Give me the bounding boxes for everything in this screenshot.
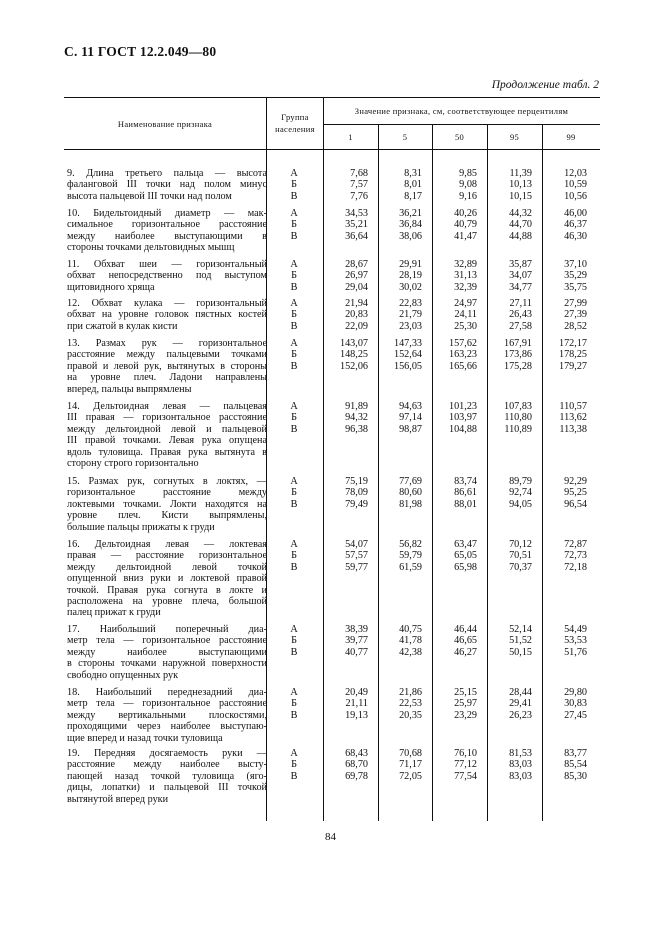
value-cell: 8,17	[404, 190, 422, 202]
group-label: А	[290, 338, 298, 349]
feature-name-line: 17. Наибольший поперечный диа-	[67, 624, 267, 635]
feature-name-line: расположена на уровне плеча, большой	[67, 596, 267, 608]
value-cell: 34,77	[509, 281, 532, 293]
value-cell: 44,88	[509, 230, 532, 242]
value-cell: 26,43	[509, 309, 532, 321]
value-cell: 86,61	[454, 487, 477, 499]
feature-name-line: 10. Бидельтоидный диаметр — мак-	[67, 208, 267, 219]
feature-name-line: метр тела — горизонтальное расстояние	[67, 635, 267, 647]
value-cell: 10,59	[564, 179, 587, 191]
value-cell: 21,11	[345, 698, 368, 710]
value-cell: 7,68	[350, 168, 368, 179]
value-cell: 83,03	[509, 770, 532, 782]
value-cell: 77,54	[454, 770, 477, 782]
value-cell: 72,18	[564, 561, 587, 573]
feature-name-line: пающей назад точкой туловища (яго-	[67, 770, 267, 782]
value-cell: 27,58	[509, 320, 532, 332]
table-subheader-rule	[323, 124, 600, 125]
value-cell: 31,13	[454, 270, 477, 282]
group-label: А	[290, 259, 298, 270]
feature-name-line: фаланговой III точки над полом минус	[67, 179, 267, 191]
value-cell: 104,88	[448, 423, 477, 435]
feature-name-line: 12. Обхват кулака — горизонтальный	[67, 298, 267, 309]
value-cell: 54,49	[564, 624, 587, 635]
value-cell: 70,37	[509, 561, 532, 573]
value-cell: 42,38	[399, 646, 422, 658]
value-cell: 81,53	[509, 748, 532, 759]
value-cell: 80,60	[399, 487, 422, 499]
feature-name-line: обхват на уровне головок пястных костей	[67, 309, 267, 321]
group-label: А	[290, 539, 298, 550]
group-label: В	[290, 498, 298, 510]
table-header-bottom-rule	[64, 149, 600, 150]
feature-name-line: правой и левой рук, вытянутых в стороны	[67, 360, 267, 372]
value-cell: 63,47	[454, 539, 477, 550]
col-divider-values	[323, 97, 324, 821]
value-cell: 110,80	[504, 412, 532, 424]
value-cell: 94,63	[399, 401, 422, 412]
value-cell: 77,69	[399, 476, 422, 487]
value-cell: 23,03	[399, 320, 422, 332]
feature-name-line: расстояние между пальцевыми точками	[67, 349, 267, 361]
value-cell: 35,87	[509, 259, 532, 270]
value-cell: 36,84	[399, 219, 422, 231]
feature-name-line: свободно опущенных рук	[67, 669, 179, 681]
group-label: А	[290, 401, 298, 412]
value-cell: 103,97	[448, 412, 477, 424]
feature-name-line: III правая — горизонтальное расстояние	[67, 412, 267, 424]
value-cell: 85,54	[564, 759, 587, 771]
group-label: В	[290, 360, 298, 372]
value-cell: 61,59	[399, 561, 422, 573]
value-cell: 157,62	[448, 338, 477, 349]
group-label: А	[290, 298, 298, 309]
value-cell: 39,77	[345, 635, 368, 647]
value-cell: 92,29	[564, 476, 587, 487]
feature-name-line: расстояние между наиболее высту-	[67, 759, 267, 771]
feature-name-line: на уровне плеч. Ладони направлены	[67, 372, 267, 384]
value-cell: 19,13	[345, 709, 368, 721]
value-cell: 50,15	[509, 646, 532, 658]
value-cell: 7,57	[350, 179, 368, 191]
value-cell: 10,13	[509, 179, 532, 191]
feature-name-line: палец прижат к груди	[67, 607, 161, 619]
value-cell: 95,25	[564, 487, 587, 499]
value-cell: 143,07	[339, 338, 368, 349]
feature-name-line: 18. Наибольший переднезадний диа-	[67, 687, 267, 698]
col-header-group: Группа населения	[275, 112, 315, 134]
value-cell: 65,05	[454, 550, 477, 562]
value-cell: 79,49	[345, 498, 368, 510]
group-label: Б	[291, 179, 297, 191]
value-cell: 71,17	[399, 759, 422, 771]
group-label: В	[290, 281, 298, 293]
value-cell: 29,80	[564, 687, 587, 698]
feature-name-line: стороны точками дельтовидных мышц	[67, 242, 235, 254]
value-cell: 28,19	[399, 270, 422, 282]
feature-name-line: правая — расстояние горизонтальное	[67, 550, 267, 562]
value-cell: 89,79	[509, 476, 532, 487]
feature-name-line: точкой. Правая рука согнута в локте и	[67, 584, 267, 596]
value-cell: 27,39	[564, 309, 587, 321]
group-label: В	[290, 230, 298, 242]
feature-name-line: симальное горизонтальное расстояние	[67, 219, 267, 231]
feature-name-line: III правой точками. Левая рука опущена	[67, 435, 267, 447]
value-cell: 113,38	[559, 423, 587, 435]
feature-name-line: локтевыми точками. Локти находятся на	[67, 498, 267, 510]
feature-name-line: между наиболее выступающими в	[67, 230, 267, 242]
value-cell: 25,97	[454, 698, 477, 710]
feature-name	[67, 748, 267, 805]
value-cell: 25,30	[454, 320, 477, 332]
col-header-p5: 5	[402, 132, 408, 142]
value-cell: 46,37	[564, 219, 587, 231]
value-cell: 178,25	[558, 349, 587, 361]
value-cell: 97,14	[399, 412, 422, 424]
value-cell: 32,89	[454, 259, 477, 270]
value-cell: 21,94	[345, 298, 368, 309]
value-cell: 165,66	[448, 360, 477, 372]
value-cell: 163,23	[448, 349, 477, 361]
feature-name-line: 15. Размах рук, согнутых в локтях, —	[67, 476, 267, 487]
feature-name-line: в стороны точками наружной поверхности	[67, 658, 267, 670]
value-cell: 30,83	[564, 698, 587, 710]
value-cell: 36,21	[399, 208, 422, 219]
page-number: 84	[325, 831, 336, 843]
value-cell: 35,29	[564, 270, 587, 282]
value-cell: 107,83	[503, 401, 532, 412]
feature-name	[67, 208, 267, 254]
value-cell: 22,83	[399, 298, 422, 309]
value-cell: 92,74	[509, 487, 532, 499]
value-cell: 10,56	[564, 190, 587, 202]
value-cell: 46,65	[454, 635, 477, 647]
value-cell: 54,07	[345, 539, 368, 550]
value-cell: 38,39	[345, 624, 368, 635]
group-label: В	[290, 646, 298, 658]
group-label: Б	[291, 759, 297, 771]
value-cell: 96,54	[564, 498, 587, 510]
value-cell: 32,39	[454, 281, 477, 293]
col-header-p99: 99	[566, 132, 576, 142]
col-divider-p50	[432, 124, 433, 821]
value-cell: 46,00	[564, 208, 587, 219]
value-cell: 8,01	[404, 179, 422, 191]
group-label: Б	[291, 635, 297, 647]
value-cell: 156,05	[393, 360, 422, 372]
value-cell: 56,82	[399, 539, 422, 550]
value-cell: 147,33	[393, 338, 422, 349]
col-divider-p5	[378, 124, 379, 821]
value-cell: 83,03	[509, 759, 532, 771]
value-cell: 20,49	[345, 687, 368, 698]
value-cell: 76,10	[454, 748, 477, 759]
value-cell: 35,75	[564, 281, 587, 293]
feature-name-line: большие пальцы прижаты к груди	[67, 521, 215, 533]
value-cell: 46,27	[454, 646, 477, 658]
feature-name-line: между дельтоидной левой точкой	[67, 561, 267, 573]
value-cell: 52,14	[509, 624, 532, 635]
value-cell: 173,86	[503, 349, 532, 361]
table-top-rule	[64, 97, 600, 98]
value-cell: 51,52	[509, 635, 532, 647]
feature-name-line: 13. Размах рук — горизонтальное	[67, 338, 267, 349]
feature-name-line: дицы, лопатки) и пальцевой III точкой	[67, 782, 267, 794]
value-cell: 41,78	[399, 635, 422, 647]
col-header-p50: 50	[454, 132, 465, 142]
feature-name	[67, 476, 267, 533]
value-cell: 72,73	[564, 550, 587, 562]
feature-name-line: между вертикальными плоскостями,	[67, 709, 267, 721]
value-cell: 72,05	[399, 770, 422, 782]
value-cell: 10,15	[509, 190, 532, 202]
feature-name	[67, 259, 267, 293]
col-divider-p99	[542, 124, 543, 821]
value-cell: 179,27	[558, 360, 587, 372]
value-cell: 20,83	[345, 309, 368, 321]
value-cell: 9,16	[459, 190, 477, 202]
col-divider-p95	[487, 124, 488, 821]
value-cell: 46,30	[564, 230, 587, 242]
value-cell: 85,30	[564, 770, 587, 782]
group-label: В	[290, 561, 298, 573]
group-label: В	[290, 320, 298, 332]
value-cell: 38,06	[399, 230, 422, 242]
value-cell: 35,21	[345, 219, 368, 231]
group-label: Б	[291, 270, 297, 282]
value-cell: 9,08	[459, 179, 477, 191]
value-cell: 152,64	[393, 349, 422, 361]
value-cell: 68,43	[345, 748, 368, 759]
feature-name-line: обхват непосредственно под выступом	[67, 270, 267, 282]
feature-name-line: проходящими через наиболее выступаю-	[67, 721, 267, 733]
feature-name	[67, 687, 267, 744]
feature-name-line: 11. Обхват шеи — горизонтальный	[67, 259, 267, 270]
value-cell: 98,87	[399, 423, 422, 435]
value-cell: 46,44	[454, 624, 477, 635]
table-continuation-note: Продолжение табл. 2	[491, 79, 599, 91]
value-cell: 8,31	[404, 168, 422, 179]
group-label: Б	[291, 698, 297, 710]
value-cell: 34,53	[345, 208, 368, 219]
group-label: А	[290, 748, 298, 759]
value-cell: 75,19	[345, 476, 368, 487]
value-cell: 24,11	[454, 309, 477, 321]
value-cell: 26,97	[345, 270, 368, 282]
group-label: Б	[291, 349, 297, 361]
value-cell: 167,91	[503, 338, 532, 349]
feature-name-line: при сжатой в кулак кисти	[67, 320, 178, 332]
group-label: А	[290, 476, 298, 487]
value-cell: 21,79	[399, 309, 422, 321]
feature-name-line: между дельтоидной левой и пальцевой	[67, 423, 267, 435]
value-cell: 44,32	[509, 208, 532, 219]
feature-name-line: горизонтальное расстояние между	[67, 487, 267, 499]
feature-name-line: уровне плеч. Кисти выпрямлены,	[67, 510, 267, 522]
feature-name-line: вытянутой вперед руки	[67, 793, 169, 805]
value-cell: 70,68	[399, 748, 422, 759]
group-label: А	[290, 624, 298, 635]
value-cell: 20,35	[399, 709, 422, 721]
value-cell: 40,77	[345, 646, 368, 658]
feature-name	[67, 401, 267, 469]
value-cell: 40,75	[399, 624, 422, 635]
value-cell: 26,23	[509, 709, 532, 721]
value-cell: 28,44	[509, 687, 532, 698]
value-cell: 57,57	[345, 550, 368, 562]
col-header-p1: 1	[348, 132, 353, 142]
group-label: А	[290, 208, 298, 219]
value-cell: 94,32	[345, 412, 368, 424]
value-cell: 34,07	[509, 270, 532, 282]
value-cell: 69,78	[345, 770, 368, 782]
feature-name-line: вдоль туловища. Правая рука вытянута в	[67, 446, 267, 458]
value-cell: 68,70	[345, 759, 368, 771]
group-label: В	[290, 770, 298, 782]
value-cell: 11,39	[509, 168, 532, 179]
group-label: Б	[291, 412, 297, 424]
value-cell: 22,09	[345, 320, 368, 332]
group-label: В	[290, 423, 298, 435]
feature-name-line: сторону строго горизонтально	[67, 458, 199, 470]
feature-name-line: между наиболее выступающими	[67, 646, 267, 658]
feature-name-line: вперед, пальцы выпрямлены	[67, 383, 192, 395]
value-cell: 27,11	[509, 298, 532, 309]
value-cell: 44,70	[509, 219, 532, 231]
group-label: А	[290, 168, 298, 179]
value-cell: 172,17	[558, 338, 587, 349]
value-cell: 65,98	[454, 561, 477, 573]
value-cell: 81,98	[399, 498, 422, 510]
value-cell: 59,77	[345, 561, 368, 573]
group-label: Б	[291, 487, 297, 499]
value-cell: 96,38	[345, 423, 368, 435]
value-cell: 51,76	[564, 646, 587, 658]
value-cell: 21,86	[399, 687, 422, 698]
value-cell: 152,06	[339, 360, 368, 372]
value-cell: 12,03	[564, 168, 587, 179]
value-cell: 83,74	[454, 476, 477, 487]
feature-name	[67, 539, 267, 619]
value-cell: 110,89	[504, 423, 532, 435]
value-cell: 70,12	[509, 539, 532, 550]
value-cell: 9,85	[459, 168, 477, 179]
group-label: В	[290, 709, 298, 721]
value-cell: 37,10	[564, 259, 587, 270]
value-cell: 24,97	[454, 298, 477, 309]
value-cell: 110,57	[559, 401, 587, 412]
col-header-values: Значение признака, см, соответствующее перцентилям	[354, 106, 569, 116]
feature-name-line: щие вперед и назад точки туловища	[67, 732, 223, 744]
value-cell: 40,26	[454, 208, 477, 219]
feature-name-line: метр тела — горизонтальное расстояние	[67, 698, 267, 710]
value-cell: 41,47	[454, 230, 477, 242]
value-cell: 27,45	[564, 709, 587, 721]
value-cell: 22,53	[399, 698, 422, 710]
value-cell: 70,51	[509, 550, 532, 562]
value-cell: 113,62	[559, 412, 587, 424]
value-cell: 59,79	[399, 550, 422, 562]
value-cell: 91,89	[345, 401, 368, 412]
value-cell: 53,53	[564, 635, 587, 647]
col-header-p95: 95	[509, 132, 520, 142]
feature-name	[67, 298, 267, 332]
group-label: Б	[291, 550, 297, 562]
value-cell: 83,77	[564, 748, 587, 759]
value-cell: 7,76	[350, 190, 368, 202]
group-label: Б	[291, 309, 297, 321]
feature-name-line: 19. Передняя досягаемость руки —	[67, 748, 267, 759]
value-cell: 29,04	[345, 281, 368, 293]
value-cell: 29,41	[509, 698, 532, 710]
value-cell: 23,29	[454, 709, 477, 721]
value-cell: 28,67	[345, 259, 368, 270]
feature-name-line: щитовидного хряща	[67, 281, 155, 293]
value-cell: 25,15	[454, 687, 477, 698]
value-cell: 28,52	[564, 320, 587, 332]
value-cell: 78,09	[345, 487, 368, 499]
feature-name	[67, 624, 267, 681]
group-label: В	[290, 190, 298, 202]
feature-name-line: опущенной вниз руки и локтевой правой	[67, 573, 267, 585]
feature-name-line: 9. Длина третьего пальца — высота	[67, 168, 267, 179]
feature-name-line: 14. Дельтоидная левая — пальцевая	[67, 401, 267, 412]
group-label: А	[290, 687, 298, 698]
value-cell: 175,28	[503, 360, 532, 372]
feature-name	[67, 168, 267, 202]
value-cell: 30,02	[399, 281, 422, 293]
feature-name-line: 16. Дельтоидная левая — локтевая	[67, 539, 267, 550]
value-cell: 36,64	[345, 230, 368, 242]
value-cell: 72,87	[564, 539, 587, 550]
value-cell: 29,91	[399, 259, 422, 270]
feature-name	[67, 338, 267, 395]
value-cell: 40,79	[454, 219, 477, 231]
group-label: Б	[291, 219, 297, 231]
value-cell: 88,01	[454, 498, 477, 510]
feature-name-line: высота пальцевой III точки над полом	[67, 190, 232, 202]
value-cell: 148,25	[339, 349, 368, 361]
value-cell: 101,23	[448, 401, 477, 412]
value-cell: 94,05	[509, 498, 532, 510]
col-header-name: Наименование признака	[117, 119, 213, 129]
page-header: С. 11 ГОСТ 12.2.049—80	[64, 44, 217, 59]
value-cell: 27,99	[564, 298, 587, 309]
value-cell: 77,12	[454, 759, 477, 771]
